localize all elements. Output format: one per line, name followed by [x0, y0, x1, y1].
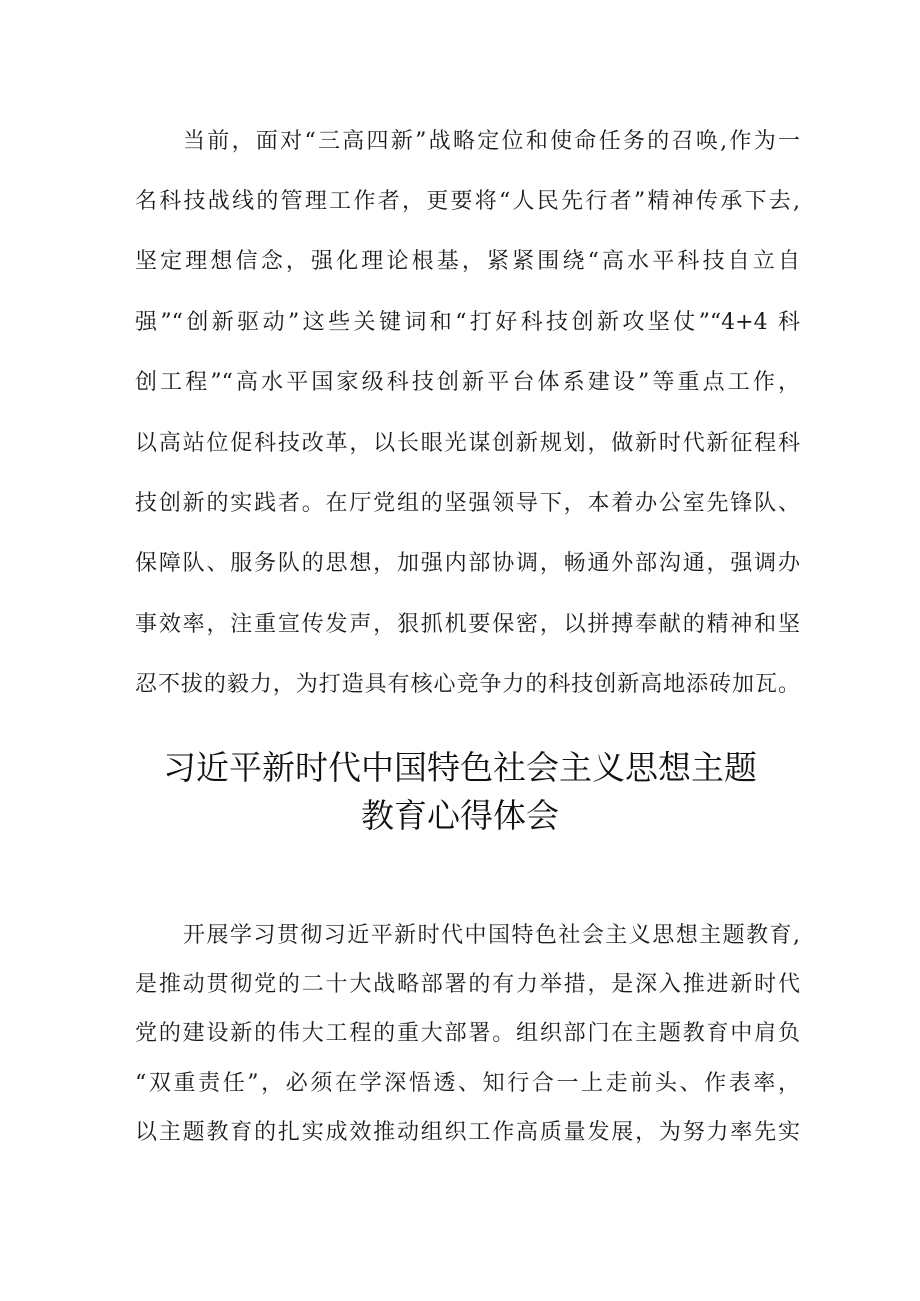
paragraph-line: 当前，面对“三高四新”战略定位和使命任务的召唤,作为一	[183, 129, 800, 154]
heading-line-1: 习近平新时代中国特色社会主义思想主题	[163, 748, 757, 787]
paragraph-line: 坚定理想信念，强化理论根基，紧紧围绕“高水平科技自立自	[135, 249, 800, 274]
paragraph-line: 名科技战线的管理工作者，更要将“人民先行者”精神传承下去,	[135, 189, 800, 214]
paragraph-line: 技创新的实践者。在厅党组的坚强领导下，本着办公室先锋队、	[135, 491, 800, 516]
paragraph-line: 创工程”“高水平国家级科技创新平台体系建设”等重点工作，	[135, 370, 800, 395]
heading-line-2: 教育心得体会	[361, 796, 559, 835]
paragraph-line: 以主题教育的扎实成效推动组织工作高质量发展，为努力率先实	[135, 1120, 800, 1145]
paragraph-line: 以高站位促科技改革，以长眼光谋创新规划，做新时代新征程科	[135, 431, 800, 456]
paragraph-line: 党的建设新的伟大工程的重大部署。组织部门在主题教育中肩负	[135, 1021, 800, 1046]
paragraph-line: 保障队、服务队的思想，加强内部协调，畅通外部沟通，强调办	[135, 551, 800, 576]
paragraph-line: 强”“创新驱动”这些关键词和“打好科技创新攻坚仗”“4+4 科	[135, 310, 800, 335]
paragraph-line: “双重责任”，必须在学深悟透、知行合一上走前头、作表率，	[135, 1071, 800, 1096]
paragraph-line: 事效率，注重宣传发声，狠抓机要保密，以拼搏奉献的精神和坚	[135, 612, 800, 637]
paragraph-line: 忍不拔的毅力，为打造具有核心竞争力的科技创新高地添砖加瓦。	[135, 672, 800, 697]
paragraph-line: 开展学习贯彻习近平新时代中国特色社会主义思想主题教育,	[183, 923, 800, 948]
paragraph-line: 是推动贯彻党的二十大战略部署的有力举措，是深入推进新时代	[135, 972, 800, 997]
